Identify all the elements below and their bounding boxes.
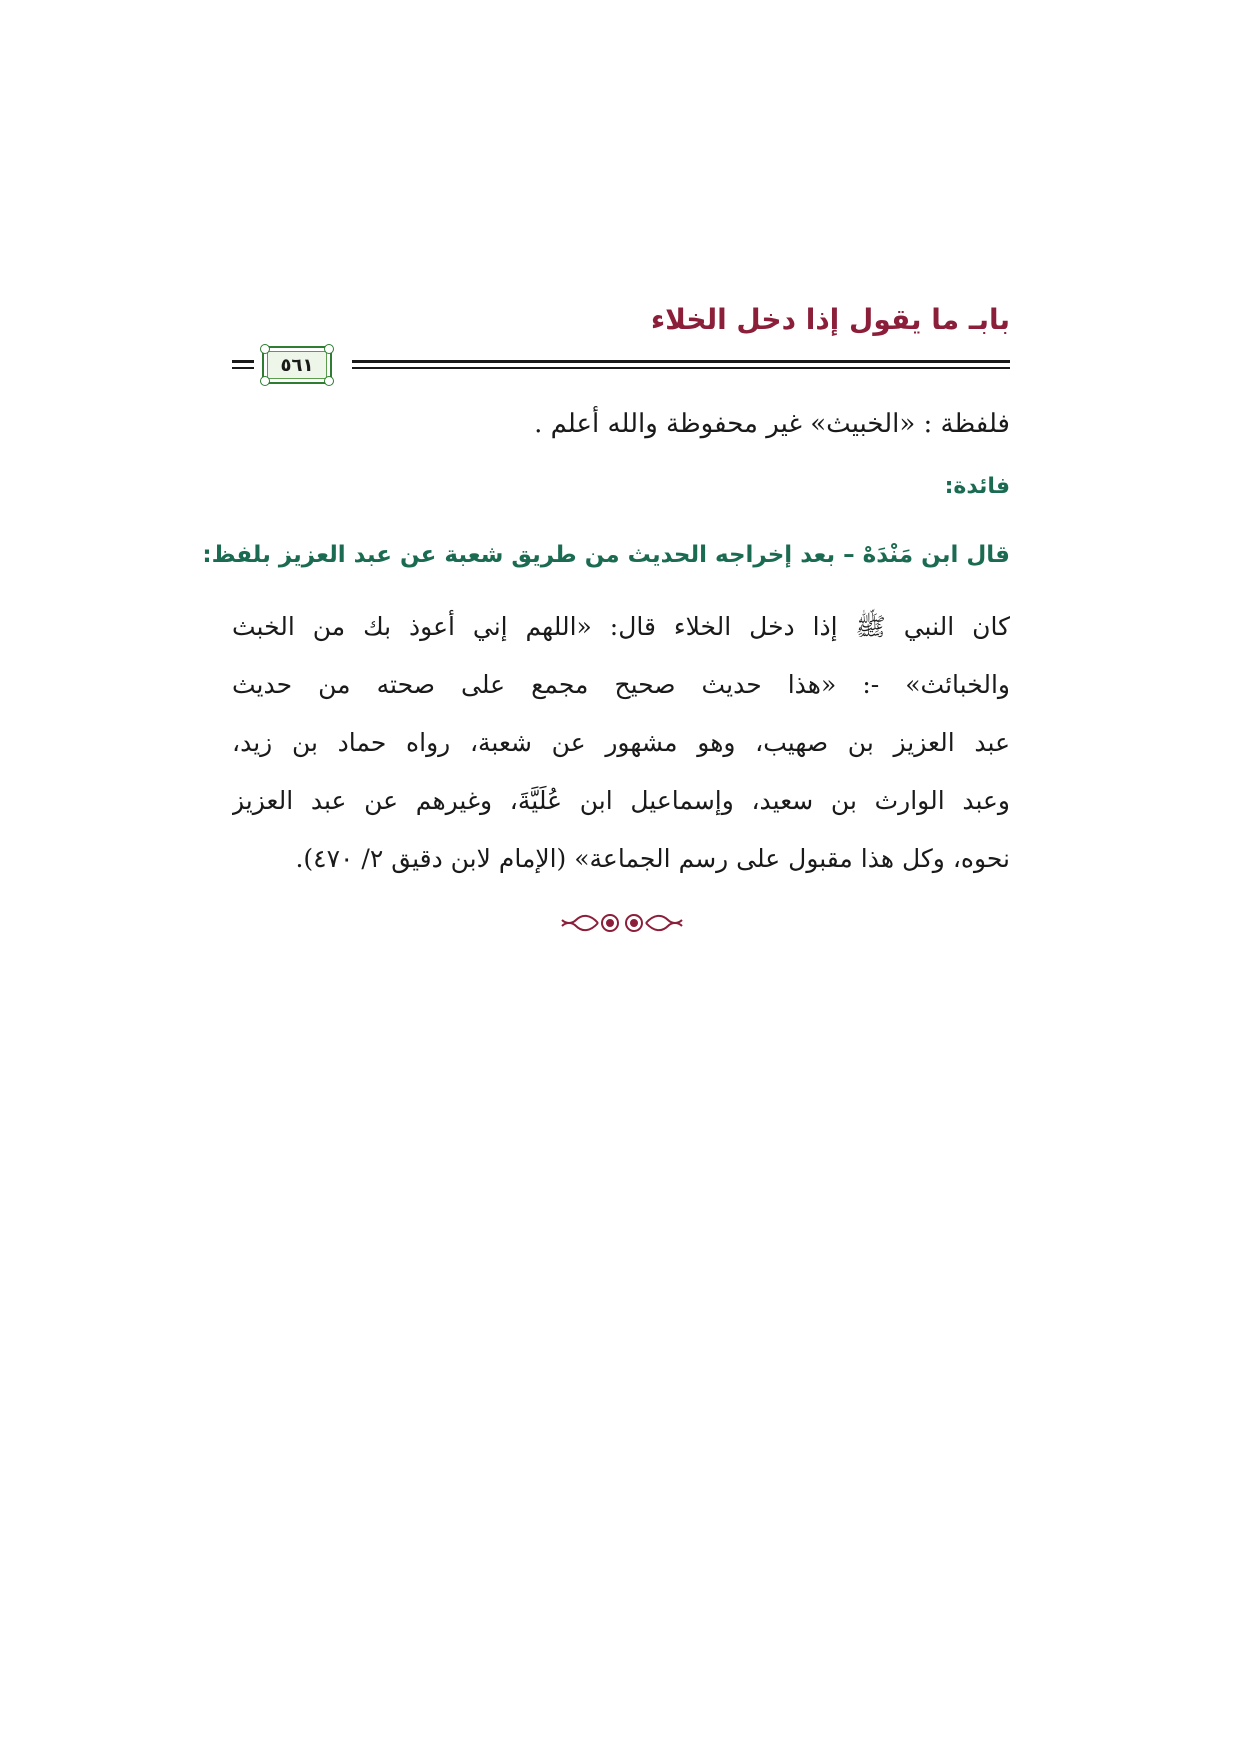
paragraph-line: وعبد الوارث بن سعيد، وإسماعيل ابن عُلَيَّةَ، وغيرهم عن عبد العزيز xyxy=(232,786,1010,815)
header-rule-left-thick xyxy=(232,360,254,363)
chapter-title: بابـ ما يقول إذا دخل الخلاء xyxy=(650,303,1010,336)
header-rule-right-thick xyxy=(352,360,1010,363)
page-number: ٥٦١ xyxy=(280,354,314,376)
note-heading: فائدة: xyxy=(944,474,1010,499)
paragraph-line: والخبائث» -: «هذا حديث صحيح مجمع على صحته من حديث xyxy=(232,670,1010,699)
paragraph-line: نحوه، وكل هذا مقبول على رسم الجماعة» (الإمام لابن دقيق ٢/ ٤٧٠). xyxy=(295,844,1010,873)
page-number-badge xyxy=(262,346,332,384)
paragraph-line: عبد العزيز بن صهيب، وهو مشهور عن شعبة، رواه حماد بن زيد، xyxy=(232,728,1010,757)
quote-paragraph xyxy=(232,598,1010,888)
badge-corner-ornament xyxy=(260,376,270,386)
page-header xyxy=(232,300,1010,400)
badge-corner-ornament xyxy=(324,376,334,386)
header-rule xyxy=(232,346,1010,382)
header-rule-right-thin xyxy=(352,367,1010,369)
intro-line: فلفظة : «الخبيث» غير محفوظة والله أعلم . xyxy=(534,409,1010,439)
section-end-ornament-icon xyxy=(560,908,684,938)
header-rule-left-thin xyxy=(232,367,254,369)
badge-corner-ornament xyxy=(324,344,334,354)
quote-intro: قال ابن مَنْدَهْ – بعد إخراجه الحديث من طريق شعبة عن عبد العزيز بلفظ: xyxy=(202,542,1010,568)
paragraph-line: كان النبي ﷺ إذا دخل الخلاء قال: «اللهم إني أعوذ بك من الخبث xyxy=(232,612,1010,641)
badge-corner-ornament xyxy=(260,344,270,354)
